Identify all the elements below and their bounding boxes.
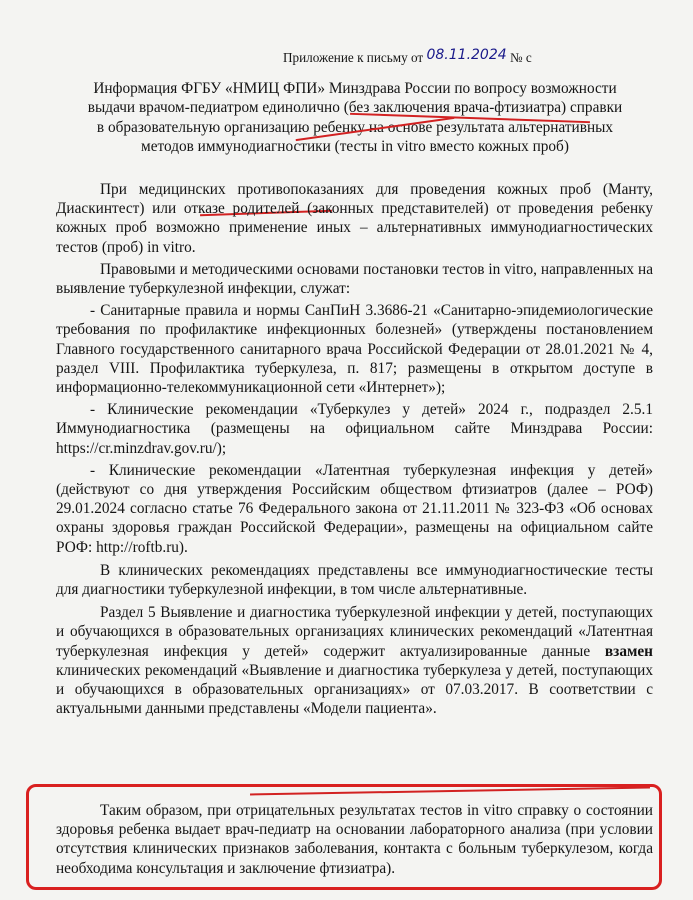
paragraph-contraindications: При медицинских противопоказаниях для проведения кожных проб (Манту, Диаскинтест) или отказе родителей (законных представителей) от проведения ребенку кожных проб возможно применение иных – альтернативных иммунодиагностических тестов (проб) in vitro.	[56, 181, 653, 256]
paragraph-clinical-tests: В клинических рекомендациях представлены все иммунодиагностические тесты для диагностики туберкулезной инфекции, в том числе альтернативные.	[56, 561, 653, 599]
list-item-sanpin: - Санитарные правила и нормы СанПиН 3.3686-21 «Санитарно-эпидемиологические требования по профилактике инфекционных болезней» (утверждены постановлением Главного государственного санитарного врача Российской Федерации от 28.01.2021 № 4, раздел VIII. Профилактика туберкулеза, п. 817; размещены в открытом доступе в информационно-телекоммуникационной сети «Интернет»);	[56, 302, 653, 397]
paragraph-conclusion: Таким образом, при отрицательных результатах тестов in vitro справку о состоянии здоровья ребенка выдает врач-педиатр на основании лабораторного анализа (при условии отсутствия клинических признаков заболевания, контакта с больным туберкулезом, когда необходима консультация и заключение фтизиатра).	[56, 802, 653, 877]
header-number: № с	[509, 50, 532, 65]
title-line-3: в образовательную организацию ребенку на основе результата альтернативных	[96, 118, 614, 136]
title-line-4: методов иммунодиагностики (тесты in vitro вместо кожных проб)	[141, 137, 569, 155]
list-item-latent-tb: - Клинические рекомендации «Латентная туберкулезная инфекция у детей» (действуют со дня утверждения Российским обществом фтизиатров (далее – РОФ) 29.01.2024 согласно статье 76 Федерального закона от 21.11.2011 № 323-ФЗ «Об основах охраны здоровья граждан Российской Федерации», размещены на официальном сайте РОФ: http://roftb.ru).	[56, 461, 653, 556]
highlight-refusal: отказе родителей	[183, 200, 300, 218]
bold-instead: взамен	[604, 642, 653, 660]
document-title	[72, 79, 638, 156]
title-line-1: Информация ФГБУ «НМИЦ ФПИ» Минздрава России по вопросу возможности	[93, 80, 617, 97]
header-prefix: Приложение к письму от	[283, 50, 424, 65]
strike-mark-p4	[250, 787, 650, 796]
list-item-tb-children: - Клинические рекомендации «Туберкулез у детей» 2024 г., подраздел 2.5.1 Иммунодиагностика (размещены на официальном сайте Минздрава России: https://cr.minzdrav.gov.ru/);	[56, 401, 653, 457]
highlight-ftiziatr: врача-фтизиатра	[453, 99, 562, 117]
attachment-header	[283, 47, 683, 66]
body-conclusion	[56, 801, 653, 878]
paragraph-section-5: Раздел 5 Выявление и диагностика туберкулезной инфекции у детей, поступающих и обучающихся в образовательных организациях клинических рекомендаций «Латентная туберкулезная инфекция у детей» содержит актуализированные данные взамен клинических рекомендаций «Выявление и диагностика туберкулеза у детей, поступающих и обучающихся в образовательных организациях» от 07.03.2017. В соответствии с актуальными данными представлены «Модели пациента».	[56, 604, 653, 718]
title-line-2: выдачи врачом-педиатром единолично (без заключения врача-фтизиатра) справки	[87, 99, 623, 117]
body-top	[56, 180, 653, 718]
paragraph-legal-basis: Правовыми и методическими основами постановки тестов in vitro, направленных на выявление туберкулезной инфекции, служат:	[56, 260, 653, 298]
handwritten-date: 08.11.2024	[426, 47, 507, 63]
